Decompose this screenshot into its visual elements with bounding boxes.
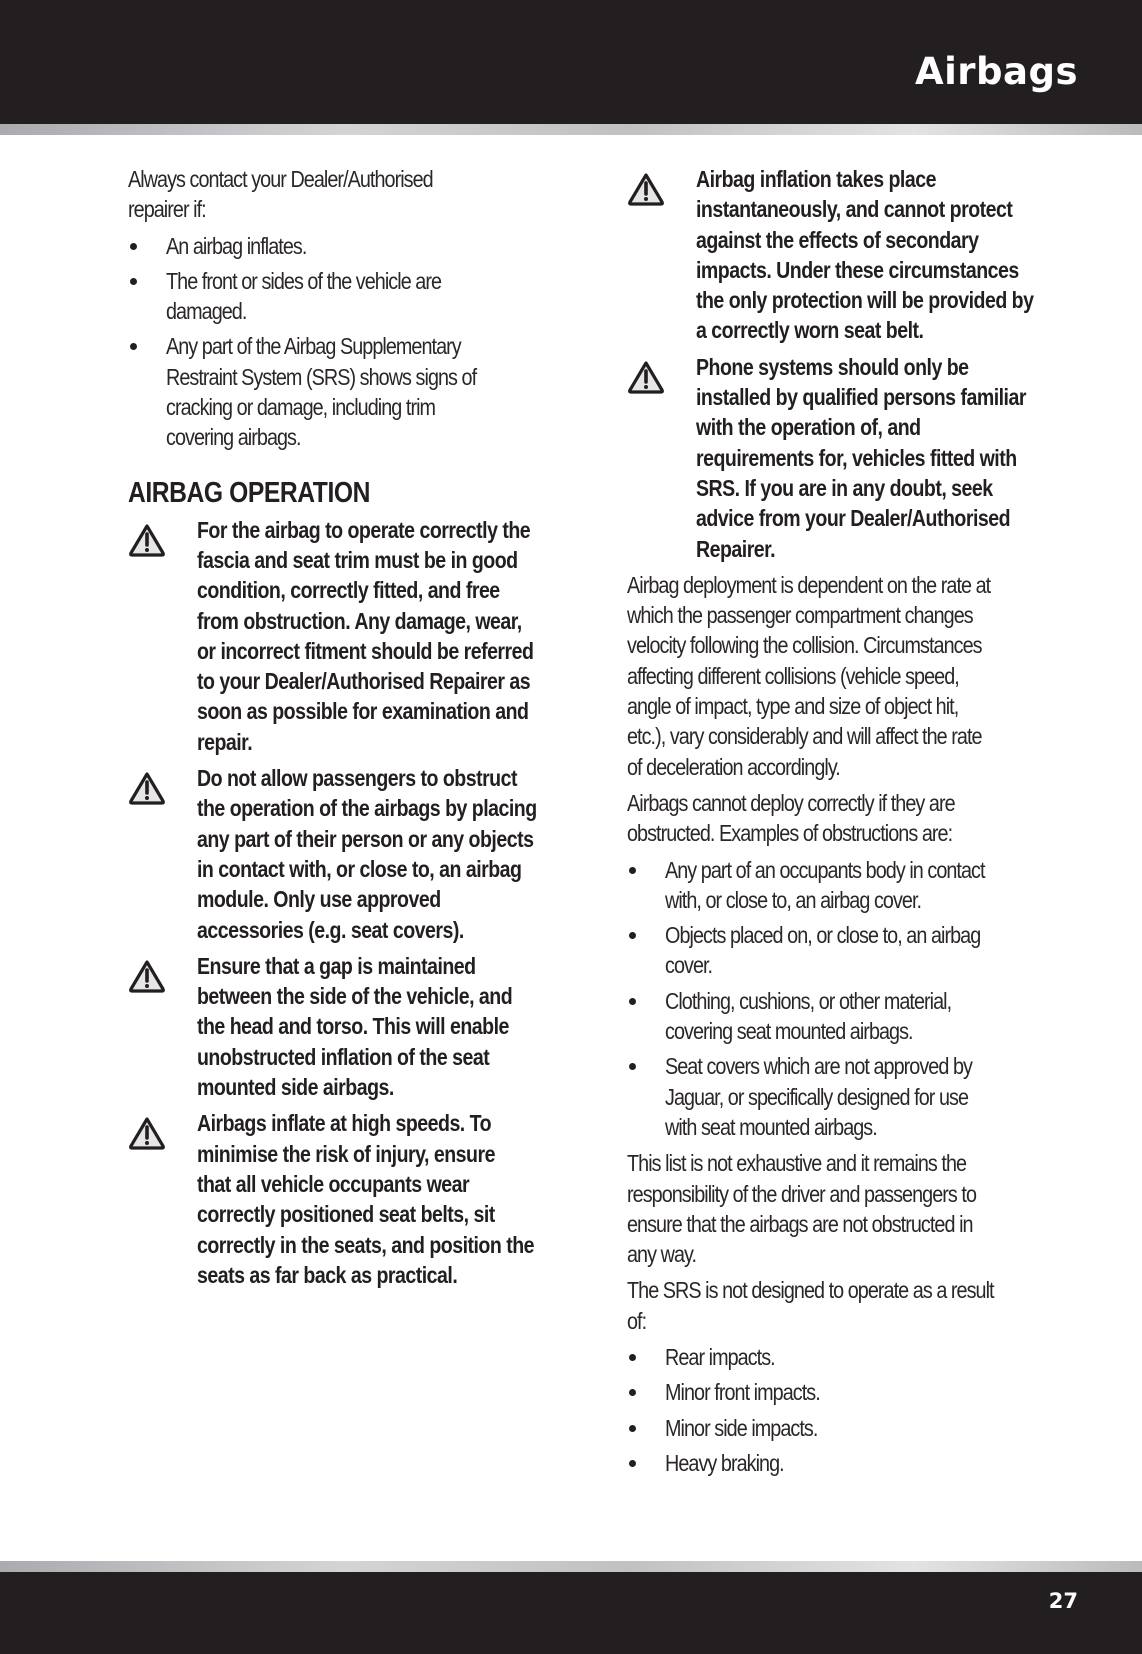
bullet-icon [130,343,137,350]
text-line: ensure that the airbags are not obstructed in [627,1210,973,1237]
not-exhaustive-paragraph [627,1148,1082,1269]
warning-triangle-icon [627,172,665,206]
list-item [627,1377,1082,1407]
text-line: the head and torso. This will enable [197,1013,509,1040]
bullet-icon [629,867,636,874]
bullet-icon [629,932,636,939]
text-line: obstructed. Examples of obstructions are: [627,820,953,847]
list-item [128,231,578,261]
bullet-icon [130,243,137,250]
obstruction-examples-list [627,855,1082,1143]
text-line: etc.), vary considerably and will affect the rate [627,723,982,750]
text-line: This list is not exhaustive and it remains the [627,1150,967,1177]
right-column [627,164,1082,1484]
list-item [128,331,578,452]
srs-exclusions-list [627,1342,1082,1478]
text-line: Rear impacts. [665,1343,775,1370]
list-item [627,986,1082,1047]
warning-triangle-icon [128,771,166,805]
text-line: Seat covers which are not approved by [665,1053,972,1080]
text-line: Phone systems should only be [696,353,969,380]
bullet-icon [629,1063,636,1070]
text-line: An airbag inflates. [166,232,307,259]
text-line: Minor side impacts. [665,1414,818,1441]
warning-block [627,164,1082,346]
intro-paragraph [128,164,578,225]
text-line: in contact with, or close to, an airbag [197,855,522,882]
text-line: covering seat mounted airbags. [665,1018,913,1045]
warning-triangle-icon [128,1116,166,1150]
text-line: a correctly worn seat belt. [696,317,924,344]
text-line: minimise the risk of injury, ensure [197,1140,495,1167]
bullet-icon [629,1354,636,1361]
section-heading-airbag-operation: AIRBAG OPERATION [128,476,370,509]
text-line: mounted side airbags. [197,1074,394,1101]
text-line: of deceleration accordingly. [627,753,840,780]
warning-block [128,515,578,757]
text-line: affecting different collisions (vehicle speed, [627,662,959,689]
text-line: or incorrect fitment should be referred [197,637,534,664]
list-item [627,920,1082,981]
text-line: any way. [627,1241,697,1268]
text-line: against the effects of secondary [696,226,979,253]
text-line: velocity following the collision. Circumstances [627,632,982,659]
text-line: impacts. Under these circumstances [696,256,1019,283]
warning-block [128,763,578,945]
obstruction-paragraph [627,788,1082,849]
text-line: module. Only use approved [197,886,441,913]
text-line: For the airbag to operate correctly the [197,516,531,543]
page-footer [0,1572,1142,1654]
text-line: installed by qualified persons familiar [696,384,1026,411]
text-line: accessories (e.g. seat covers). [197,916,464,943]
text-line: correctly positioned seat belts, sit [197,1201,495,1228]
header-divider-stripe [0,124,1142,135]
text-line: which the passenger compartment changes [627,602,973,629]
text-line: seats as far back as practical. [197,1261,458,1288]
warning-block [128,951,578,1102]
list-item [627,1448,1082,1478]
list-item [627,1342,1082,1372]
bullet-icon [629,1460,636,1467]
text-line: that all vehicle occupants wear [197,1170,470,1197]
text-line: correctly in the seats, and position the [197,1231,535,1258]
text-line: Jaguar, or specifically designed for use [665,1083,969,1110]
page-title: Airbags [914,50,1078,93]
text-line: Minor front impacts. [665,1379,820,1406]
text-line: between the side of the vehicle, and [197,983,513,1010]
text-line: instantaneously, and cannot protect [696,196,1013,223]
list-item [128,266,578,327]
text-line: Airbag inflation takes place [696,166,936,192]
list-item [627,1413,1082,1443]
text-line: repair. [197,728,253,755]
text-line: of: [627,1307,647,1334]
text-line: from obstruction. Any damage, wear, [197,607,522,634]
text-line: soon as possible for examination and [197,698,529,725]
text-line: Airbags inflate at high speeds. To [197,1110,492,1137]
text-line: repairer if: [128,196,206,223]
text-line: condition, correctly fitted, and free [197,577,500,604]
bullet-icon [629,1389,636,1396]
text-line: damaged. [166,298,247,325]
bullet-icon [130,278,137,285]
text-line: covering airbags. [166,424,301,451]
text-line: Clothing, cushions, or other material, [665,987,952,1014]
warning-triangle-icon [128,523,166,557]
left-column [128,164,578,1296]
text-line: Any part of the Airbag Supplementary [166,333,461,360]
deployment-paragraph [627,570,1082,782]
text-line: Restraint System (SRS) shows signs of [166,363,477,390]
list-item [627,1051,1082,1142]
text-line: Ensure that a gap is maintained [197,952,476,979]
text-line: The front or sides of the vehicle are [166,267,442,294]
text-line: fascia and seat trim must be in good [197,546,518,573]
page-number: 27 [1048,1589,1078,1613]
page-header [0,0,1142,124]
text-line: cover. [665,952,713,979]
text-line: SRS. If you are in any doubt, seek [696,474,993,501]
warning-triangle-icon [627,360,665,394]
srs-not-designed-paragraph [627,1275,1082,1336]
text-line: Repairer. [696,535,776,562]
text-line: with the operation of, and [696,414,921,441]
text-line: responsibility of the driver and passengers to [627,1180,977,1207]
text-line: advice from your Dealer/Authorised [696,505,1011,532]
bullet-icon [629,998,636,1005]
text-line: with seat mounted airbags. [665,1113,877,1140]
bullet-icon [629,1425,636,1432]
text-line: cracking or damage, including trim [166,394,436,421]
text-line: the only protection will be provided by [696,287,1034,314]
warning-block [128,1108,578,1290]
text-line: the operation of the airbags by placing [197,795,537,822]
text-line: to your Dealer/Authorised Repairer as [197,668,531,695]
text-line: Airbags cannot deploy correctly if they are [627,789,955,816]
text-line: The SRS is not designed to operate as a result [627,1277,994,1304]
warning-triangle-icon [128,959,166,993]
text-line: any part of their person or any objects [197,825,534,852]
text-line: requirements for, vehicles fitted with [696,444,1017,471]
text-line: Any part of an occupants body in contact [665,856,985,883]
text-line: Airbag deployment is dependent on the rate at [627,571,991,598]
warning-block [627,352,1082,564]
list-item [627,855,1082,916]
text-line: Objects placed on, or close to, an airbag [665,922,981,949]
text-line: with, or close to, an airbag cover. [665,886,922,913]
text-line: Heavy braking. [665,1449,784,1476]
text-line: Do not allow passengers to obstruct [197,765,517,792]
text-line: Always contact your Dealer/Authorised [128,166,433,192]
footer-divider-stripe [0,1561,1142,1572]
text-line: angle of impact, type and size of object hit, [627,693,959,720]
text-line: unobstructed inflation of the seat [197,1043,490,1070]
contact-dealer-list [128,231,578,453]
